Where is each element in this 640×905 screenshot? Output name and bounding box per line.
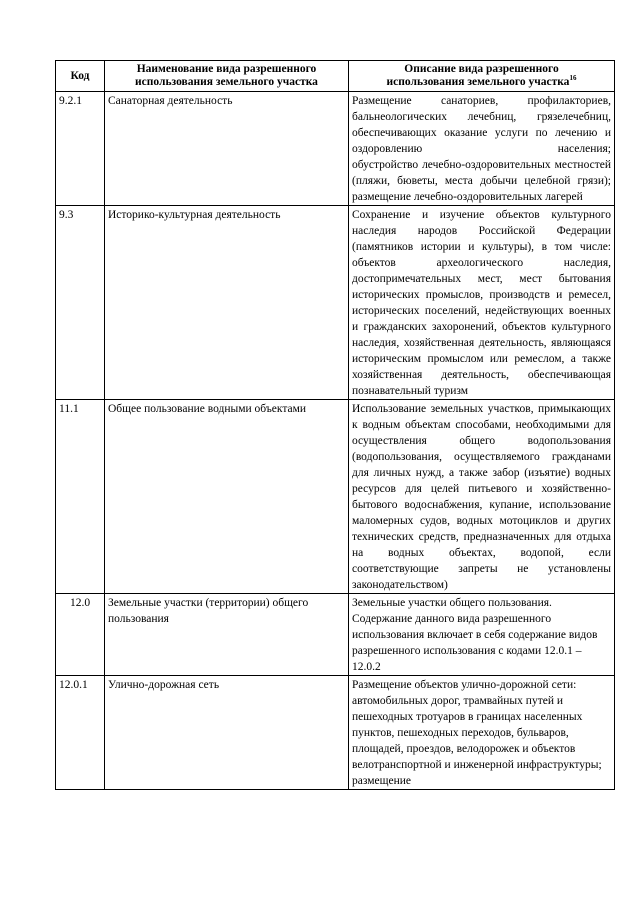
table-header-row (56, 61, 615, 92)
description-paragraph: Сохранение и изучение объектов культурного наследия народов Российской Федерации (памятников истории и культуры), в том числе: объектов археологического наследия, достопримечательных мест, мест бытования исторических промыслов, производств и ремесел, исторических поселений, недействующих военных и гражданских захоронений, объектов культурного наследия, хозяйственная деятельность, являющаяся историческим промыслом или ремеслом, а также хозяйственная деятельность, обеспечивающая познавательный туризм (352, 209, 611, 397)
description-paragraph: обустройство лечебно-оздоровительных местностей (пляжи, бюветы, места добычи целебной грязи); (352, 159, 611, 187)
description-paragraph: Земельные участки общего пользования. (352, 597, 552, 609)
document-page (55, 60, 614, 790)
header-name (105, 61, 349, 92)
row-code: 9.2.1 (56, 92, 105, 206)
footnote-marker: 16 (569, 74, 577, 83)
description-paragraph: Размещение объектов улично-дорожной сети: автомобильных дорог, трамвайных путей и пешеходных тротуаров в границах населенных пунктов, пешеходных переходов, бульваров, площадей, проездов, велодорожек и объектов велотранспортной и инженерной инфраструктуры; размещение (352, 679, 602, 787)
row-code: 12.0.1 (56, 676, 105, 790)
description-paragraph: Размещение санаториев, профилакториев, бальнеологических лечебниц, грязелечебниц, обеспечивающих оказание услуги по лечению и оздоровлению населения; (352, 95, 611, 155)
table-row (56, 676, 615, 790)
table-row (56, 92, 615, 206)
header-desc-line2: использования земельного участка (386, 76, 570, 88)
header-name-line1: Наименование вида разрешенного (136, 63, 317, 75)
row-name: Земельные участки (территории) общего пользования (105, 594, 349, 676)
row-description (349, 594, 615, 676)
table-row (56, 206, 615, 400)
header-desc-line1: Описание вида разрешенного (404, 63, 559, 75)
land-use-table (55, 60, 615, 790)
row-code: 12.0 (56, 594, 105, 676)
header-name-line2: использования земельного участка (135, 76, 318, 88)
description-paragraph: размещение лечебно-оздоровительных лагерей (352, 191, 583, 203)
row-name: Санаторная деятельность (105, 92, 349, 206)
description-paragraph: Использование земельных участков, примыкающих к водным объектам способами, необходимыми для осуществления общего водопользования (водопользования, осуществляемого гражданами для личных нужд, а также забор (изъятие) водных ресурсов для целей питьевого и хозяйственно-бытового водоснабжения, купание, использование маломерных судов, водных мотоциклов и других технических средств, предназначенных для отдыха на водных объектах, водопой, если соответствующие запреты не установлены законодательством) (352, 403, 611, 591)
row-name: Улично-дорожная сеть (105, 676, 349, 790)
header-code: Код (56, 61, 105, 92)
row-description (349, 400, 615, 594)
row-description (349, 92, 615, 206)
row-name: Историко-культурная деятельность (105, 206, 349, 400)
row-name: Общее пользование водными объектами (105, 400, 349, 594)
row-code: 9.3 (56, 206, 105, 400)
description-paragraph: Содержание данного вида разрешенного использования включает в себя содержание видов разрешенного использования с кодами 12.0.1 – 12.0.2 (352, 613, 598, 673)
row-description (349, 676, 615, 790)
row-code: 11.1 (56, 400, 105, 594)
header-description (349, 61, 615, 92)
table-row (56, 594, 615, 676)
row-description (349, 206, 615, 400)
table-row (56, 400, 615, 594)
